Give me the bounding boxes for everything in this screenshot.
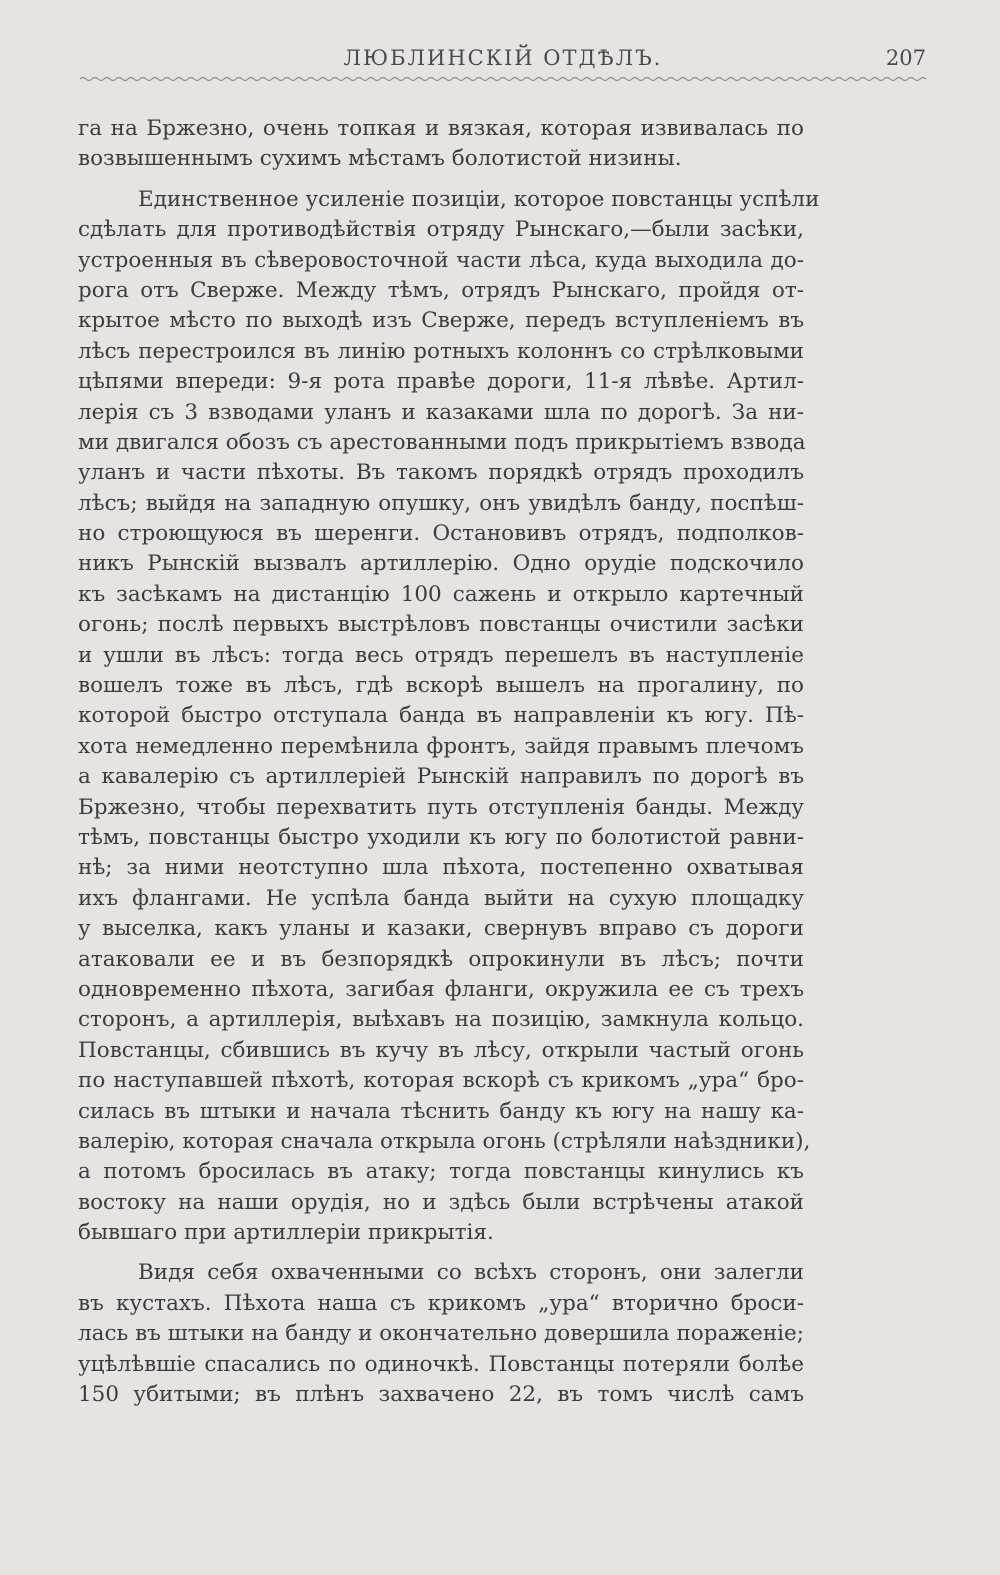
text-line: никъ Рынскій вызвалъ артиллерію. Одно орудіе подскочило — [78, 551, 804, 577]
text-line: лерія съ 3 взводами уланъ и казаками шла по дорогѣ. За ни- — [78, 399, 804, 425]
text-line: востоку на наши орудія, но и здѣсь были встрѣчены атакой — [78, 1189, 804, 1215]
text-line: цѣпями впереди: 9-я рота правѣе дороги, 11-я лѣвѣе. Артил- — [78, 369, 804, 395]
text-line: Единственное усиленіе позиціи, которое повстанцы успѣли — [138, 186, 820, 212]
text-line: вошелъ тоже въ лѣсъ, гдѣ вскорѣ вышелъ на прогалину, по — [78, 673, 804, 699]
text-line: которой быстро отступала банда въ направленіи къ югу. Пѣ- — [78, 703, 804, 729]
text-line: Повстанцы, сбившись въ кучу въ лѣсу, открыли частый огонь — [78, 1037, 804, 1063]
text-line: лѣсъ; выйдя на западную опушку, онъ увидѣлъ банду, поспѣш- — [78, 490, 804, 516]
text-line: бывшаго при артиллеріи прикрытія. — [78, 1220, 494, 1246]
text-line: и ушли въ лѣсъ: тогда весь отрядъ перешелъ въ наступленіе — [78, 642, 804, 668]
page-number: 207 — [885, 46, 926, 70]
text-line: Видя себя охваченными со всѣхъ сторонъ, они залегли — [138, 1260, 804, 1286]
text-line: 150 убитыми; въ плѣнъ захвачено 22, въ томъ числѣ самъ — [78, 1382, 804, 1408]
text-line: у выселка, какъ уланы и казаки, свернувъ вправо съ дороги — [78, 916, 804, 942]
body-text — [78, 114, 820, 1410]
text-line: одновременно пѣхота, загибая фланги, окружила ее съ трехъ — [78, 976, 804, 1002]
text-line: уцѣлѣвшіе спасались по одиночкѣ. Повстанцы потеряли болѣе — [78, 1351, 804, 1377]
text-line: ихъ флангами. Не успѣла банда выйти на сухую площадку — [78, 885, 804, 911]
text-line: возвышеннымъ сухимъ мѣстамъ болотистой низины. — [78, 146, 682, 172]
text-line: сторонъ, а артиллерія, выѣхавъ на позицію, замкнула кольцо. — [78, 1007, 804, 1033]
text-line: нѣ; за ними неотступно шла пѣхота, постепенно охватывая — [78, 855, 804, 881]
text-line: Бржезно, чтобы перехватить путь отступленія банды. Между — [78, 794, 804, 820]
text-line: а кавалерію съ артиллеріей Рынскій направилъ по дорогѣ въ — [78, 764, 804, 790]
paragraph — [78, 1258, 804, 1410]
text-line: но строющуюся въ шеренги. Остановивъ отрядъ, подполков- — [78, 521, 804, 547]
text-line: огонь; послѣ первыхъ выстрѣловъ повстанцы очистили засѣки — [78, 612, 804, 638]
paragraph — [78, 185, 820, 1249]
text-line: валерію, которая сначала открыла огонь (стрѣляли наѣздники), — [78, 1128, 811, 1154]
running-title: ЛЮБЛИНСКІЙ ОТДѢЛЪ. — [343, 46, 663, 70]
text-line: а потомъ бросилась въ атаку; тогда повстанцы кинулись къ — [78, 1159, 804, 1185]
text-line: устроенныя въ сѣверовосточной части лѣса, куда выходила до- — [78, 247, 804, 273]
text-line: по наступавшей пѣхотѣ, которая вскорѣ съ крикомъ „ура“ бро- — [78, 1068, 804, 1094]
text-line: къ засѣкамъ на дистанцію 100 сажень и открыло картечный — [78, 581, 804, 607]
text-line: крытое мѣсто по выходѣ изъ Сверже, передъ вступленіемъ въ — [78, 308, 804, 334]
text-line: въ кустахъ. Пѣхота наша съ крикомъ „ура“ вторично броси- — [78, 1290, 804, 1316]
text-line: тѣмъ, повстанцы быстро уходили къ югу по болотистой равни- — [78, 824, 804, 850]
text-line: рога отъ Сверже. Между тѣмъ, отрядъ Рынскаго, пройдя от- — [78, 277, 804, 303]
text-line: сдѣлать для противодѣйствія отряду Рынскаго,—были засѣки, — [78, 217, 804, 243]
text-line: хота немедленно перемѣнила фронтъ, зайдя правымъ плечомъ — [78, 733, 804, 759]
text-line: лась въ штыки на банду и окончательно довершила пораженіе; — [78, 1321, 804, 1347]
text-line: ми двигался обозъ съ арестованными подъ прикрытіемъ взвода — [78, 429, 806, 455]
text-line: лѣсъ перестроился въ линію ротныхъ колоннъ со стрѣлковыми — [78, 338, 804, 364]
wavy-rule-ornament — [80, 72, 926, 86]
text-line: га на Бржезно, очень топкая и вязкая, которая извивалась по — [78, 116, 804, 141]
text-line: уланъ и части пѣхоты. Въ такомъ порядкѣ отрядъ проходилъ — [78, 460, 804, 486]
paragraph — [78, 114, 804, 175]
text-line: силась въ штыки и начала тѣснить банду къ югу на нашу ка- — [78, 1098, 804, 1124]
text-line: атаковали ее и въ безпорядкѣ опрокинули въ лѣсъ; почти — [78, 946, 804, 972]
